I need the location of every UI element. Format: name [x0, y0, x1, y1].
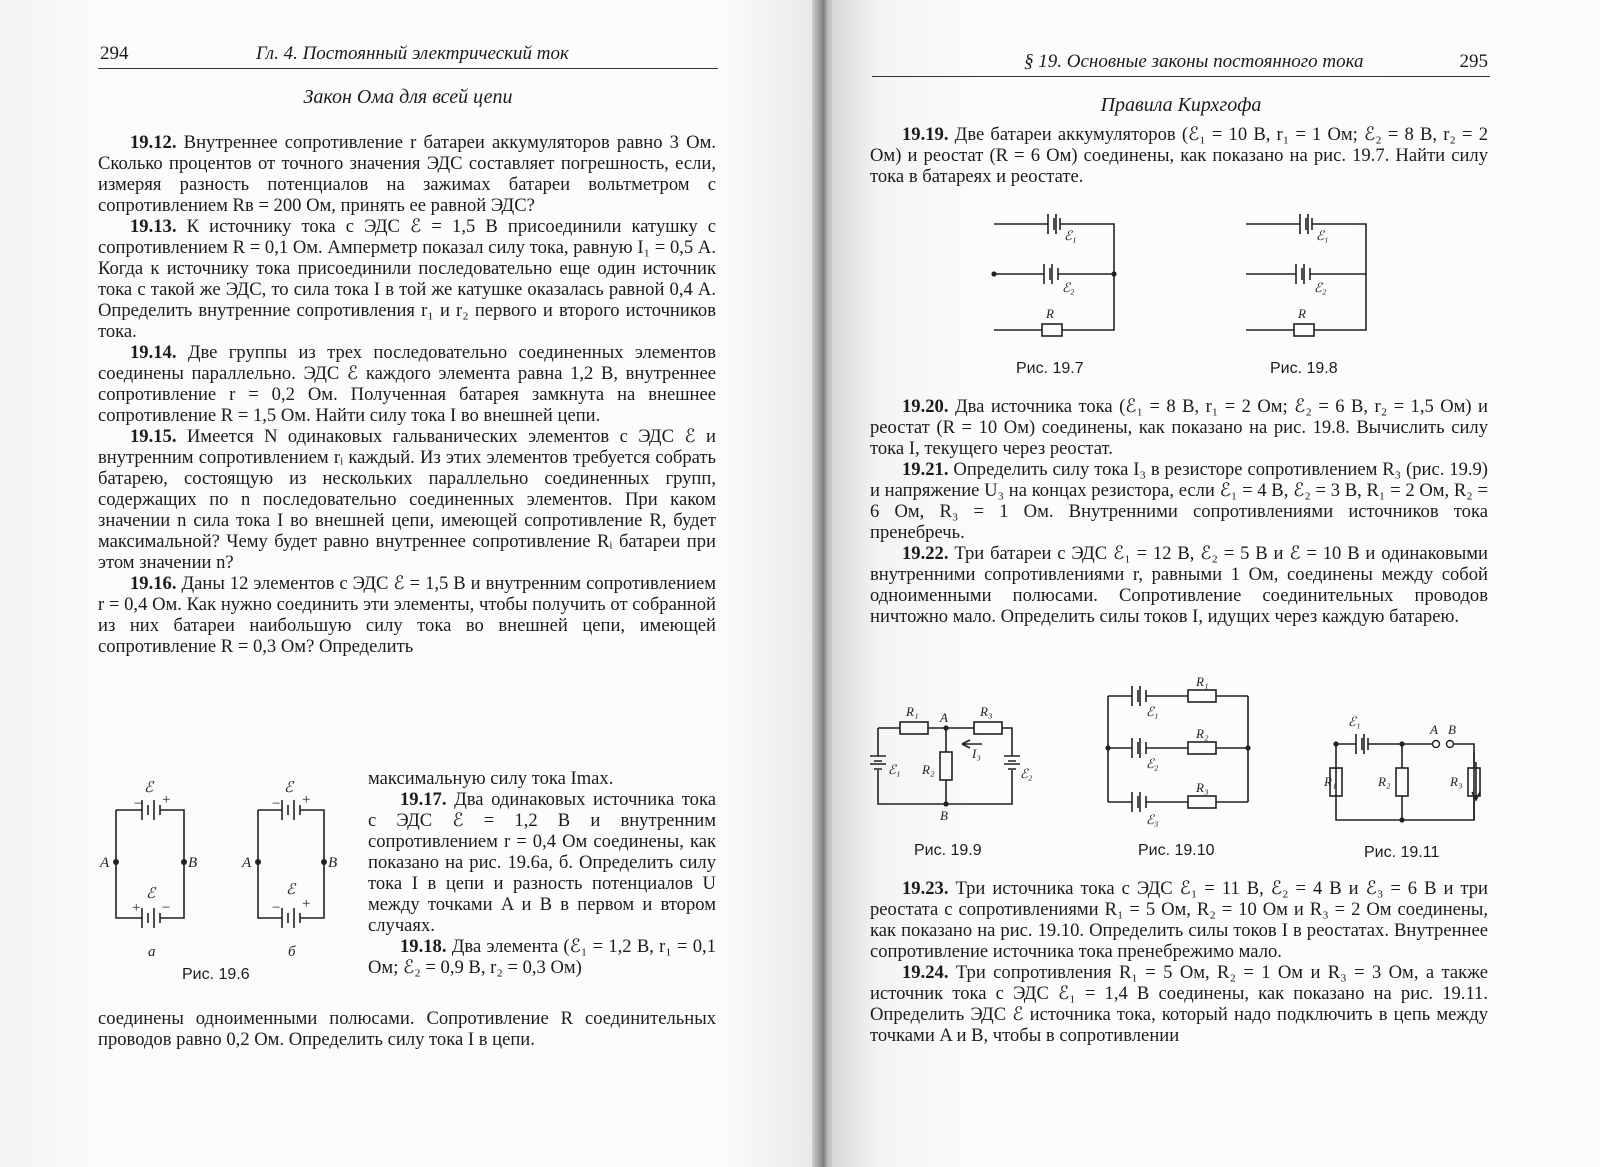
fig-19-10-e2: ℰ₂	[1146, 756, 1159, 771]
fig-19-6-plus-b-top: +	[302, 792, 311, 808]
fig-19-7-R: R	[1046, 306, 1054, 321]
figure-19-10-caption: Рис. 19.10	[1138, 842, 1215, 859]
figure-19-7-caption: Рис. 19.7	[1016, 360, 1084, 377]
fig-19-6-plus-b-bot: +	[302, 896, 311, 912]
fig-19-6-emf-b-top: ℰ	[284, 780, 294, 796]
problem-19-18: 19.18. Два элемента (ℰ₁ = 1,2 В, r₁ = 0,1 Ом; ℰ₂ = 0,9 В, r₂ = 0,3 Ом)	[368, 936, 716, 978]
fig-19-8-R: R	[1298, 306, 1306, 321]
problem-19-17: 19.17. Два одинаковых источника тока с ЭДС ℰ = 1,2 В и внутренним сопротивлением r = 0,4 Ом соединены, как показано на рис. 19.6а, б. Определить силу тока I в цепи и разность потенциалов U между точками A и B в первом и втором случаях.	[368, 789, 716, 936]
fig-19-6-sub-a: а	[148, 944, 156, 960]
fig-19-6-B-a: B	[188, 855, 198, 871]
right-page	[832, 0, 1600, 1167]
figure-19-9-caption: Рис. 19.9	[914, 842, 982, 859]
right-running-head: § 19. Основные законы постоянного тока	[1024, 51, 1364, 72]
fig-19-6-emf-b-bot: ℰ	[286, 882, 296, 898]
figure-19-8-caption: Рис. 19.8	[1270, 360, 1338, 377]
fig-19-7-e2: ℰ₂	[1062, 280, 1075, 295]
problem-19-23: 19.23. Три источника тока с ЭДС ℰ₁ = 11 В, ℰ₂ = 4 В и ℰ₃ = 6 В и три реостата с сопротивлениями R₁ = 5 Ом, R₂ = 10 Ом и R₃ = 2 Ом соединены, как показано на рис. 19.10. Определить силы токов I в реостатах. Внутреннее сопротивление источника тока пренебрежимо мало.	[870, 878, 1488, 962]
problem-19-19: 19.19. Две батареи аккумуляторов (ℰ₁ = 10 В, r₁ = 1 Ом; ℰ₂ = 8 В, r₂ = 2 Ом) и реостат (R = 6 Ом) соединены, как показано на рис. 19.7. Найти силу тока в батареях и реостате.	[870, 124, 1488, 187]
figure-19-8	[1236, 204, 1386, 344]
right-section-title: Правила Кирхгофа	[1100, 94, 1262, 116]
figure-19-11-caption: Рис. 19.11	[1364, 844, 1440, 861]
right-body-3	[870, 878, 1488, 1046]
fig-19-10-e3: ℰ₃	[1146, 812, 1159, 827]
right-running-header	[872, 50, 1490, 77]
problem-19-22: 19.22. Три батареи с ЭДС ℰ₁ = 12 В, ℰ₂ = 5 В и ℰ = 10 В и одинаковыми внутренними сопротивлениями r, равными 1 Ом, соединены между собой одноименными полюсами. Сопротивление соединительных проводов ничтожно мало. Определить силы токов I, идущих через каждую батарею.	[870, 543, 1488, 627]
fig-19-6-plus-a-bot: +	[132, 900, 141, 916]
figure-19-6	[96, 778, 366, 978]
fig-19-9-e2: ℰ₂	[1020, 766, 1033, 781]
fig-19-9-e1: ℰ₁	[888, 762, 901, 777]
fig-19-9-A: A	[940, 710, 948, 725]
figure-19-10	[1098, 676, 1268, 826]
fig-19-6-minus-b-top: −	[272, 796, 281, 812]
right-body-1	[870, 124, 1488, 187]
fig-19-7-e1: ℰ₁	[1064, 228, 1077, 243]
right-page-number: 295	[1459, 51, 1488, 72]
figure-19-9	[866, 694, 1046, 844]
fig-19-6-minus-a-top: −	[134, 796, 143, 812]
fig-19-11-R3: R₃	[1450, 774, 1463, 789]
left-body-bottom	[98, 1008, 716, 1050]
right-body-2	[870, 396, 1488, 627]
fig-19-11-R2: R₂	[1378, 774, 1391, 789]
fig-19-9-R1: R₁	[906, 704, 919, 719]
fig-19-6-minus-b-bot: −	[272, 900, 281, 916]
fig-19-10-R3: R₃	[1196, 780, 1209, 795]
fig-19-11-B: B	[1448, 722, 1456, 737]
fig-19-6-sub-b: б	[288, 944, 296, 960]
problem-19-21: 19.21. Определить силу тока I₃ в резисторе сопротивлением R₃ (рис. 19.9) и напряжение U₃ на концах резистора, если ℰ₁ = 4 В, ℰ₂ = 3 В, R₁ = 2 Ом, R₂ = 6 Ом, R₃ = 1 Ом. Внутренними сопротивлениями источников тока пренебречь.	[870, 459, 1488, 543]
left-section-title: Закон Ома для всей цепи	[303, 86, 513, 108]
problem-19-15: 19.15. Имеется N одинаковых гальванических элементов с ЭДС ℰ и внутренним сопротивлением rᵢ каждый. Из этих элементов требуется собрать батарею, состоящую из нескольких параллельно соединенных групп, содержащих по n последовательно соединенных элементов. При каком значении n сила тока I во внешней цепи, имеющей сопротивление R, будет максимальной? Чему будет равно внутреннее сопротивление Rᵢ батареи при этом значении n?	[98, 426, 716, 573]
fig-19-9-R2: R₂	[922, 762, 935, 777]
fig-19-11-R1: R₁	[1324, 774, 1337, 789]
problem-19-16-cont: максимальную силу тока Imax.	[368, 768, 614, 789]
figure-19-11	[1326, 712, 1486, 832]
figure-19-6-caption: Рис. 19.6	[182, 966, 250, 983]
fig-19-10-R2: R₂	[1196, 726, 1209, 741]
problem-19-24: 19.24. Три сопротивления R₁ = 5 Ом, R₂ = 1 Ом и R₃ = 3 Ом, а также источник тока с ЭДС ℰ₁ = 1,4 В соединены, как показано на рис. 19.11. Определить ЭДС ℰ источника тока, который надо подключить в цепь между точками A и B, чтобы в сопротивлении	[870, 962, 1488, 1046]
fig-19-6-A-a: A	[100, 855, 110, 871]
problem-19-18-cont: соединены одноименными полюсами. Сопротивление R соединительных проводов равно 0,2 Ом. Определить силу тока I в цепи.	[98, 1008, 716, 1050]
fig-19-9-R3: R₃	[980, 704, 993, 719]
problem-19-12: 19.12. Внутреннее сопротивление r батареи аккумуляторов равно 3 Ом. Сколько процентов от точного значения ЭДС составляет погрешность, если, измеряя разность потенциалов на зажимах батареи вольтметром с сопротивлением Rв = 200 Ом, принять ее равной ЭДС?	[98, 132, 717, 216]
fig-19-6-emf-a-bot: ℰ	[146, 886, 156, 902]
problem-19-20: 19.20. Два источника тока (ℰ₁ = 8 В, r₁ = 2 Ом; ℰ₂ = 6 В, r₂ = 1,5 Ом) и реостат (R = 10 Ом) соединены, как показано на рис. 19.8. Вычислить силу тока I, текущего через реостат.	[870, 396, 1488, 459]
fig-19-9-B: B	[940, 808, 948, 823]
left-body-narrow	[368, 768, 716, 978]
fig-19-6-minus-a-bot: −	[162, 900, 171, 916]
fig-19-11-e1: ℰ₁	[1348, 714, 1361, 729]
left-body-upper	[98, 132, 716, 657]
left-running-head: Гл. 4. Постоянный электрический ток	[256, 43, 569, 64]
fig-19-9-I3: I₃	[972, 746, 981, 761]
fig-19-10-R1: R₁	[1196, 674, 1209, 689]
left-page-number: 294	[100, 43, 129, 64]
fig-19-6-B-b: B	[328, 855, 338, 871]
fig-19-8-e1: ℰ₁	[1316, 228, 1329, 243]
fig-19-6-emf-a-top: ℰ	[144, 780, 154, 796]
fig-19-8-e2: ℰ₂	[1314, 280, 1327, 295]
problem-19-14: 19.14. Две группы из трех последовательно соединенных элементов соединены параллельно. ЭДС ℰ каждого элемента равна 1,2 В, внутреннее сопротивление r = 0,2 Ом. Полученная батарея замкнута на внешнее сопротивление R = 1,5 Ом. Найти силу тока I во внешней цепи.	[98, 342, 716, 426]
problem-19-13: 19.13. К источнику тока с ЭДС ℰ = 1,5 В присоединили катушку с сопротивлением R = 0,1 Ом. Амперметр показал силу тока, равную I₁ = 0,5 А. Когда к источнику тока присоединили последовательно еще один источник тока с такой же ЭДС, то сила тока I в той же катушке оказалась равной 0,4 А. Определить внутренние сопротивления r₁ и r₂ первого и второго источников тока.	[98, 216, 716, 342]
fig-19-6-A-b: A	[242, 855, 252, 871]
figure-19-7	[984, 204, 1134, 344]
fig-19-10-e1: ℰ₁	[1146, 704, 1159, 719]
left-running-header	[98, 42, 718, 69]
fig-19-11-A: A	[1430, 722, 1438, 737]
problem-19-16: 19.16. Даны 12 элементов с ЭДС ℰ = 1,5 В и внутренним сопротивлением r = 0,4 Ом. Как нужно соединить эти элементы, чтобы получить от собранной из них батареи наибольшую силу тока во внешней цепи, имеющей сопротивление R = 0,3 Ом? Определить	[98, 573, 716, 657]
fig-19-6-plus-a-top: +	[162, 792, 171, 808]
